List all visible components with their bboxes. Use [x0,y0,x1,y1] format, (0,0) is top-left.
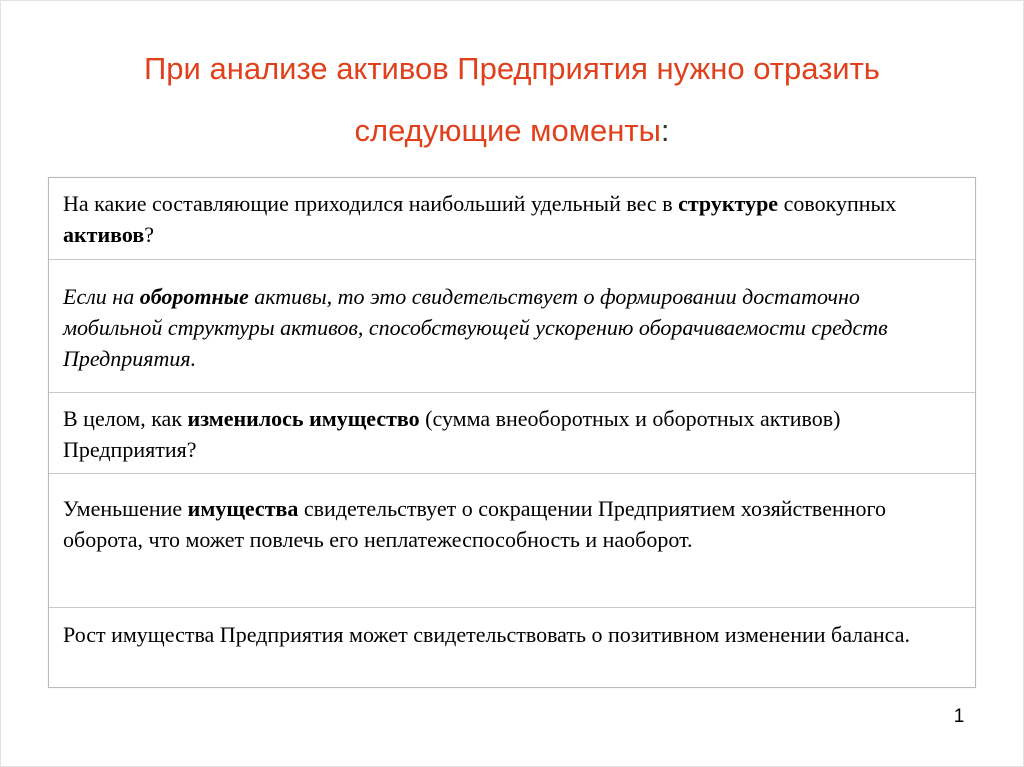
table-row-property-growth [49,607,975,687]
row-text: Уменьшение [63,496,188,521]
title-colon: : [660,113,670,148]
row-bold-text: структуре [678,191,779,216]
row-bold-text: активов [63,222,145,247]
table-row-property-question [49,392,975,473]
row-bold-text: имущества [187,496,299,521]
row-text: На какие составляющие приходился наибольший удельный вес в [63,191,679,216]
slide-title [60,38,964,162]
title-line-1: При анализе активов Предприятия нужно отразить [144,51,880,86]
title-line-2 [60,100,964,162]
row-text: ? [144,222,154,247]
table-row-property-decrease [49,473,975,607]
row-text: Если на [63,284,140,309]
row-text: совокупных [778,191,897,216]
row-text: В целом, как [63,406,188,431]
row-bold-text: изменилось имущество [187,406,420,431]
row-text: активы, то это свидетельствует о формировании достаточно мобильной структуры активов, способствующей ускорению оборачиваемости средств Предприятия. [63,284,888,371]
row-text: свидетельствует о сокращении Предприятием хозяйственного оборота, что может повлечь его неплатежеспособность и наоборот. [63,496,886,552]
table-row-current-assets-answer [49,259,975,392]
title-line-2-text: следующие моменты [354,113,661,148]
content-table [48,177,976,688]
page-number: 1 [953,706,965,727]
row-text: Рост имущества Предприятия может свидетельствовать о позитивном изменении баланса. [63,622,910,647]
row-text: (сумма внеоборотных и оборотных активов) Предприятия? [63,406,841,462]
row-bold-text: оборотные [139,284,249,309]
table-row-structure-question [49,178,975,259]
